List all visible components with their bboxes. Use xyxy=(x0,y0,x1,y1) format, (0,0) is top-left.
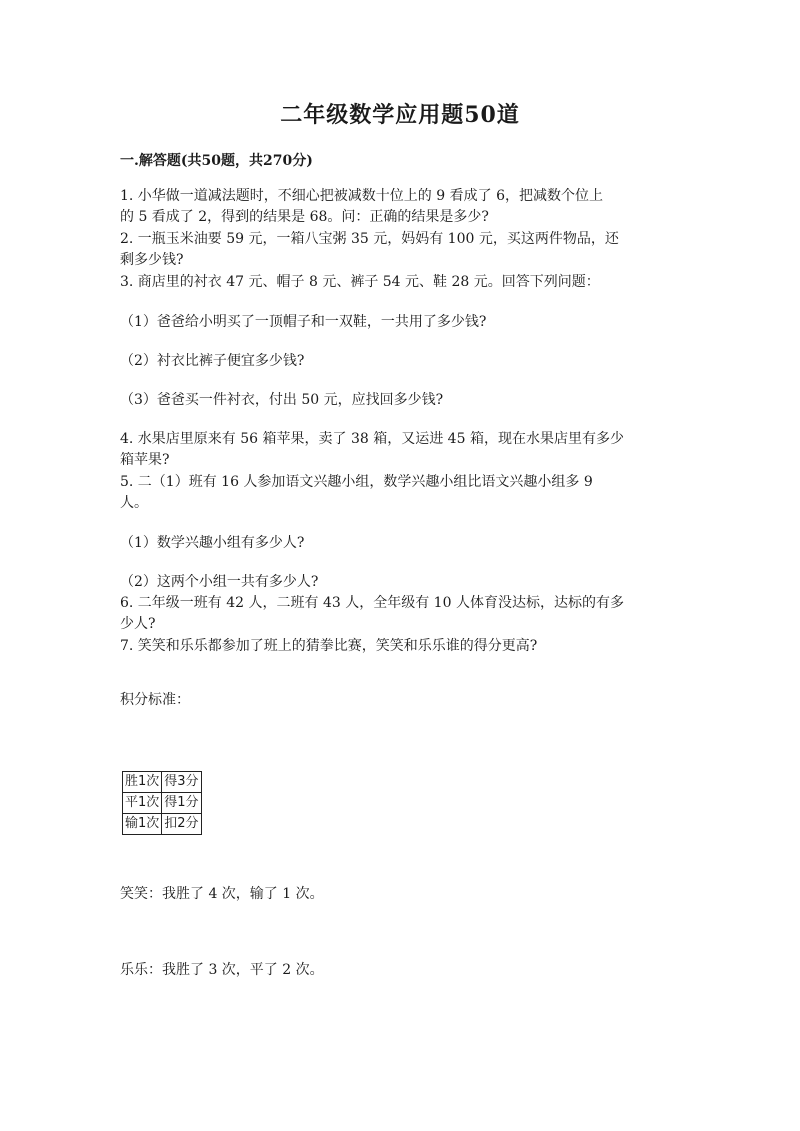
scoring-table xyxy=(122,771,202,835)
question-2-line-2: 剩多少钱? xyxy=(120,252,184,268)
page-title: 二年级数学应用题50道 xyxy=(280,102,520,128)
question-7-line-1: 7. 笑笑和乐乐都参加了班上的猜拳比赛，笑笑和乐乐谁的得分更高? xyxy=(120,638,538,654)
table-cell: 得1分 xyxy=(162,793,201,814)
question-4-line-1: 4. 水果店里原来有 56 箱苹果，卖了 38 箱，又运进 45 箱，现在水果店里有多少 xyxy=(120,431,624,447)
table-cell: 得3分 xyxy=(162,772,201,793)
question-4-line-2: 箱苹果? xyxy=(120,452,170,468)
question-5-line-2: 人。 xyxy=(120,495,148,511)
table-cell: 平1次 xyxy=(123,793,162,814)
question-5-line-1: 5. 二（1）班有 16 人参加语文兴趣小组，数学兴趣小组比语文兴趣小组多 9 xyxy=(120,474,593,490)
question-5-sub-1: （1）数学兴趣小组有多少人? xyxy=(120,535,305,551)
table-cell: 胜1次 xyxy=(123,772,162,793)
section-heading: 一.解答题(共50题，共270分) xyxy=(120,153,313,169)
table-row xyxy=(123,772,202,793)
question-1-line-1: 1. 小华做一道减法题时，不细心把被减数十位上的 9 看成了 6，把减数个位上 xyxy=(120,188,603,204)
lele-statement: 乐乐：我胜了 3 次，平了 2 次。 xyxy=(120,962,324,978)
question-6-line-2: 少人? xyxy=(120,616,156,632)
question-6-line-1: 6. 二年级一班有 42 人，二班有 43 人，全年级有 10 人体育没达标，达标的有多 xyxy=(120,595,624,611)
question-1-line-2: 的 5 看成了 2，得到的结果是 68。问：正确的结果是多少? xyxy=(120,209,489,225)
question-3-stem: 3. 商店里的衬衣 47 元、帽子 8 元、裤子 54 元、鞋 28 元。回答下列问题： xyxy=(120,274,600,290)
question-3-sub-2: （2）衬衣比裤子便宜多少钱? xyxy=(120,353,305,369)
table-cell: 扣2分 xyxy=(162,814,201,835)
question-5-sub-2: （2）这两个小组一共有多少人? xyxy=(120,574,319,590)
table-row xyxy=(123,793,202,814)
scoring-label: 积分标准： xyxy=(120,692,190,708)
question-3-sub-3: （3）爸爸买一件衬衣，付出 50 元，应找回多少钱? xyxy=(120,392,444,408)
table-row xyxy=(123,814,202,835)
xiaoxiao-statement: 笑笑：我胜了 4 次，输了 1 次。 xyxy=(120,886,324,902)
table-cell: 输1次 xyxy=(123,814,162,835)
question-3-sub-1: （1）爸爸给小明买了一顶帽子和一双鞋，一共用了多少钱? xyxy=(120,314,487,330)
question-2-line-1: 2. 一瓶玉米油要 59 元，一箱八宝粥 35 元，妈妈有 100 元，买这两件物品，还 xyxy=(120,231,619,247)
